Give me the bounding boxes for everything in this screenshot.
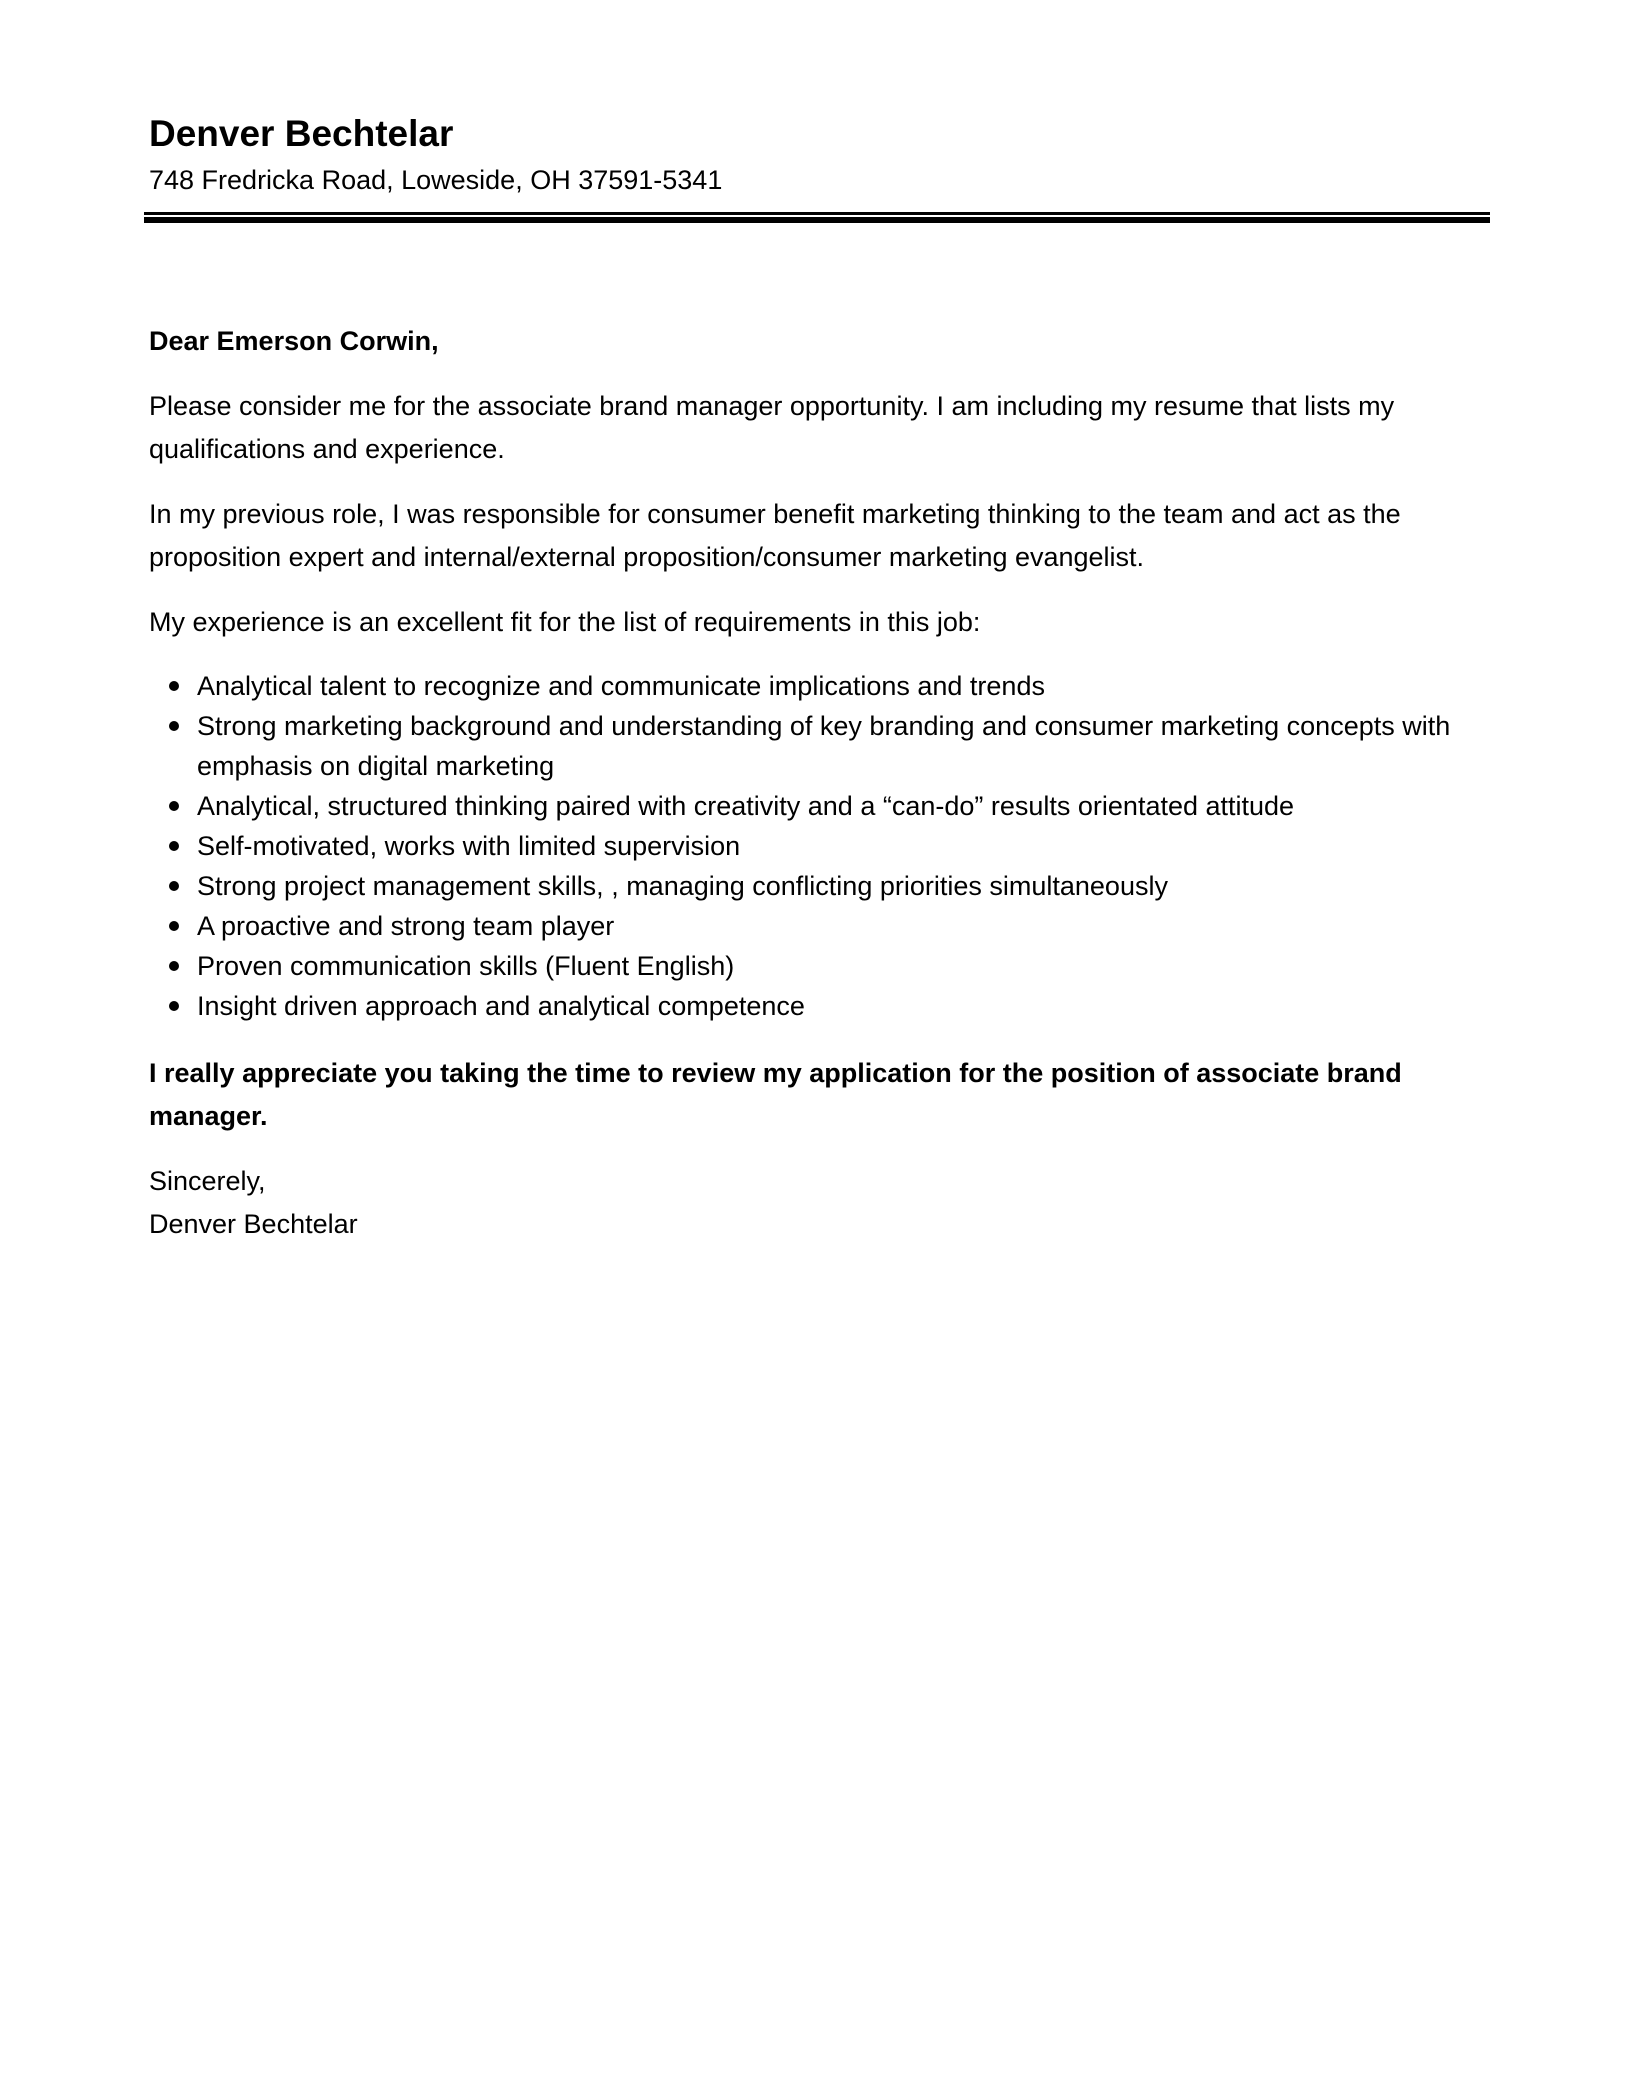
requirement-text: Self-motivated, works with limited supervision [197, 831, 741, 861]
bullet-icon [169, 1001, 179, 1011]
header-divider [144, 212, 1490, 223]
requirement-text: Insight driven approach and analytical competence [197, 991, 805, 1021]
letter-body [149, 320, 1494, 1246]
list-item [149, 906, 1494, 946]
bullet-icon [169, 961, 179, 971]
divider-thick-line [144, 217, 1490, 223]
bullet-icon [169, 921, 179, 931]
requirements-list [149, 666, 1494, 1026]
bullet-icon [169, 681, 179, 691]
list-item [149, 786, 1494, 826]
requirement-text: A proactive and strong team player [197, 911, 615, 941]
closing-paragraph: I really appreciate you taking the time to review my application for the position of associate brand manager. [149, 1058, 1402, 1131]
list-item [149, 706, 1494, 786]
list-item [149, 866, 1494, 906]
bullet-icon [169, 721, 179, 731]
list-item [149, 666, 1494, 706]
list-item [149, 986, 1494, 1026]
sender-name: Denver Bechtelar [149, 113, 454, 154]
requirement-text: Strong marketing background and understanding of key branding and consumer marketing concepts with emphasis on digital marketing [197, 711, 1451, 781]
bullet-icon [169, 841, 179, 851]
letter-header [149, 108, 1489, 200]
bullet-icon [169, 801, 179, 811]
experience-paragraph: In my previous role, I was responsible for consumer benefit marketing thinking to the team and act as the proposition expert and internal/external proposition/consumer marketing evangelist. [149, 499, 1401, 572]
bullet-icon [169, 881, 179, 891]
requirements-intro: My experience is an excellent fit for the list of requirements in this job: [149, 607, 981, 637]
list-item [149, 946, 1494, 986]
requirement-text: Strong project management skills, , managing conflicting priorities simultaneously [197, 871, 1168, 901]
requirement-text: Proven communication skills (Fluent English) [197, 951, 735, 981]
requirement-text: Analytical talent to recognize and communicate implications and trends [197, 671, 1045, 701]
salutation: Dear Emerson Corwin, [149, 326, 439, 356]
divider-thin-line [144, 212, 1490, 215]
signature-name: Denver Bechtelar [149, 1209, 358, 1239]
signoff: Sincerely, [149, 1166, 266, 1196]
requirement-text: Analytical, structured thinking paired with creativity and a “can-do” results orientated attitude [197, 791, 1295, 821]
sender-address: 748 Fredricka Road, Loweside, OH 37591-5341 [149, 165, 723, 195]
intro-paragraph: Please consider me for the associate brand manager opportunity. I am including my resume that lists my qualifications and experience. [149, 391, 1395, 464]
list-item [149, 826, 1494, 866]
